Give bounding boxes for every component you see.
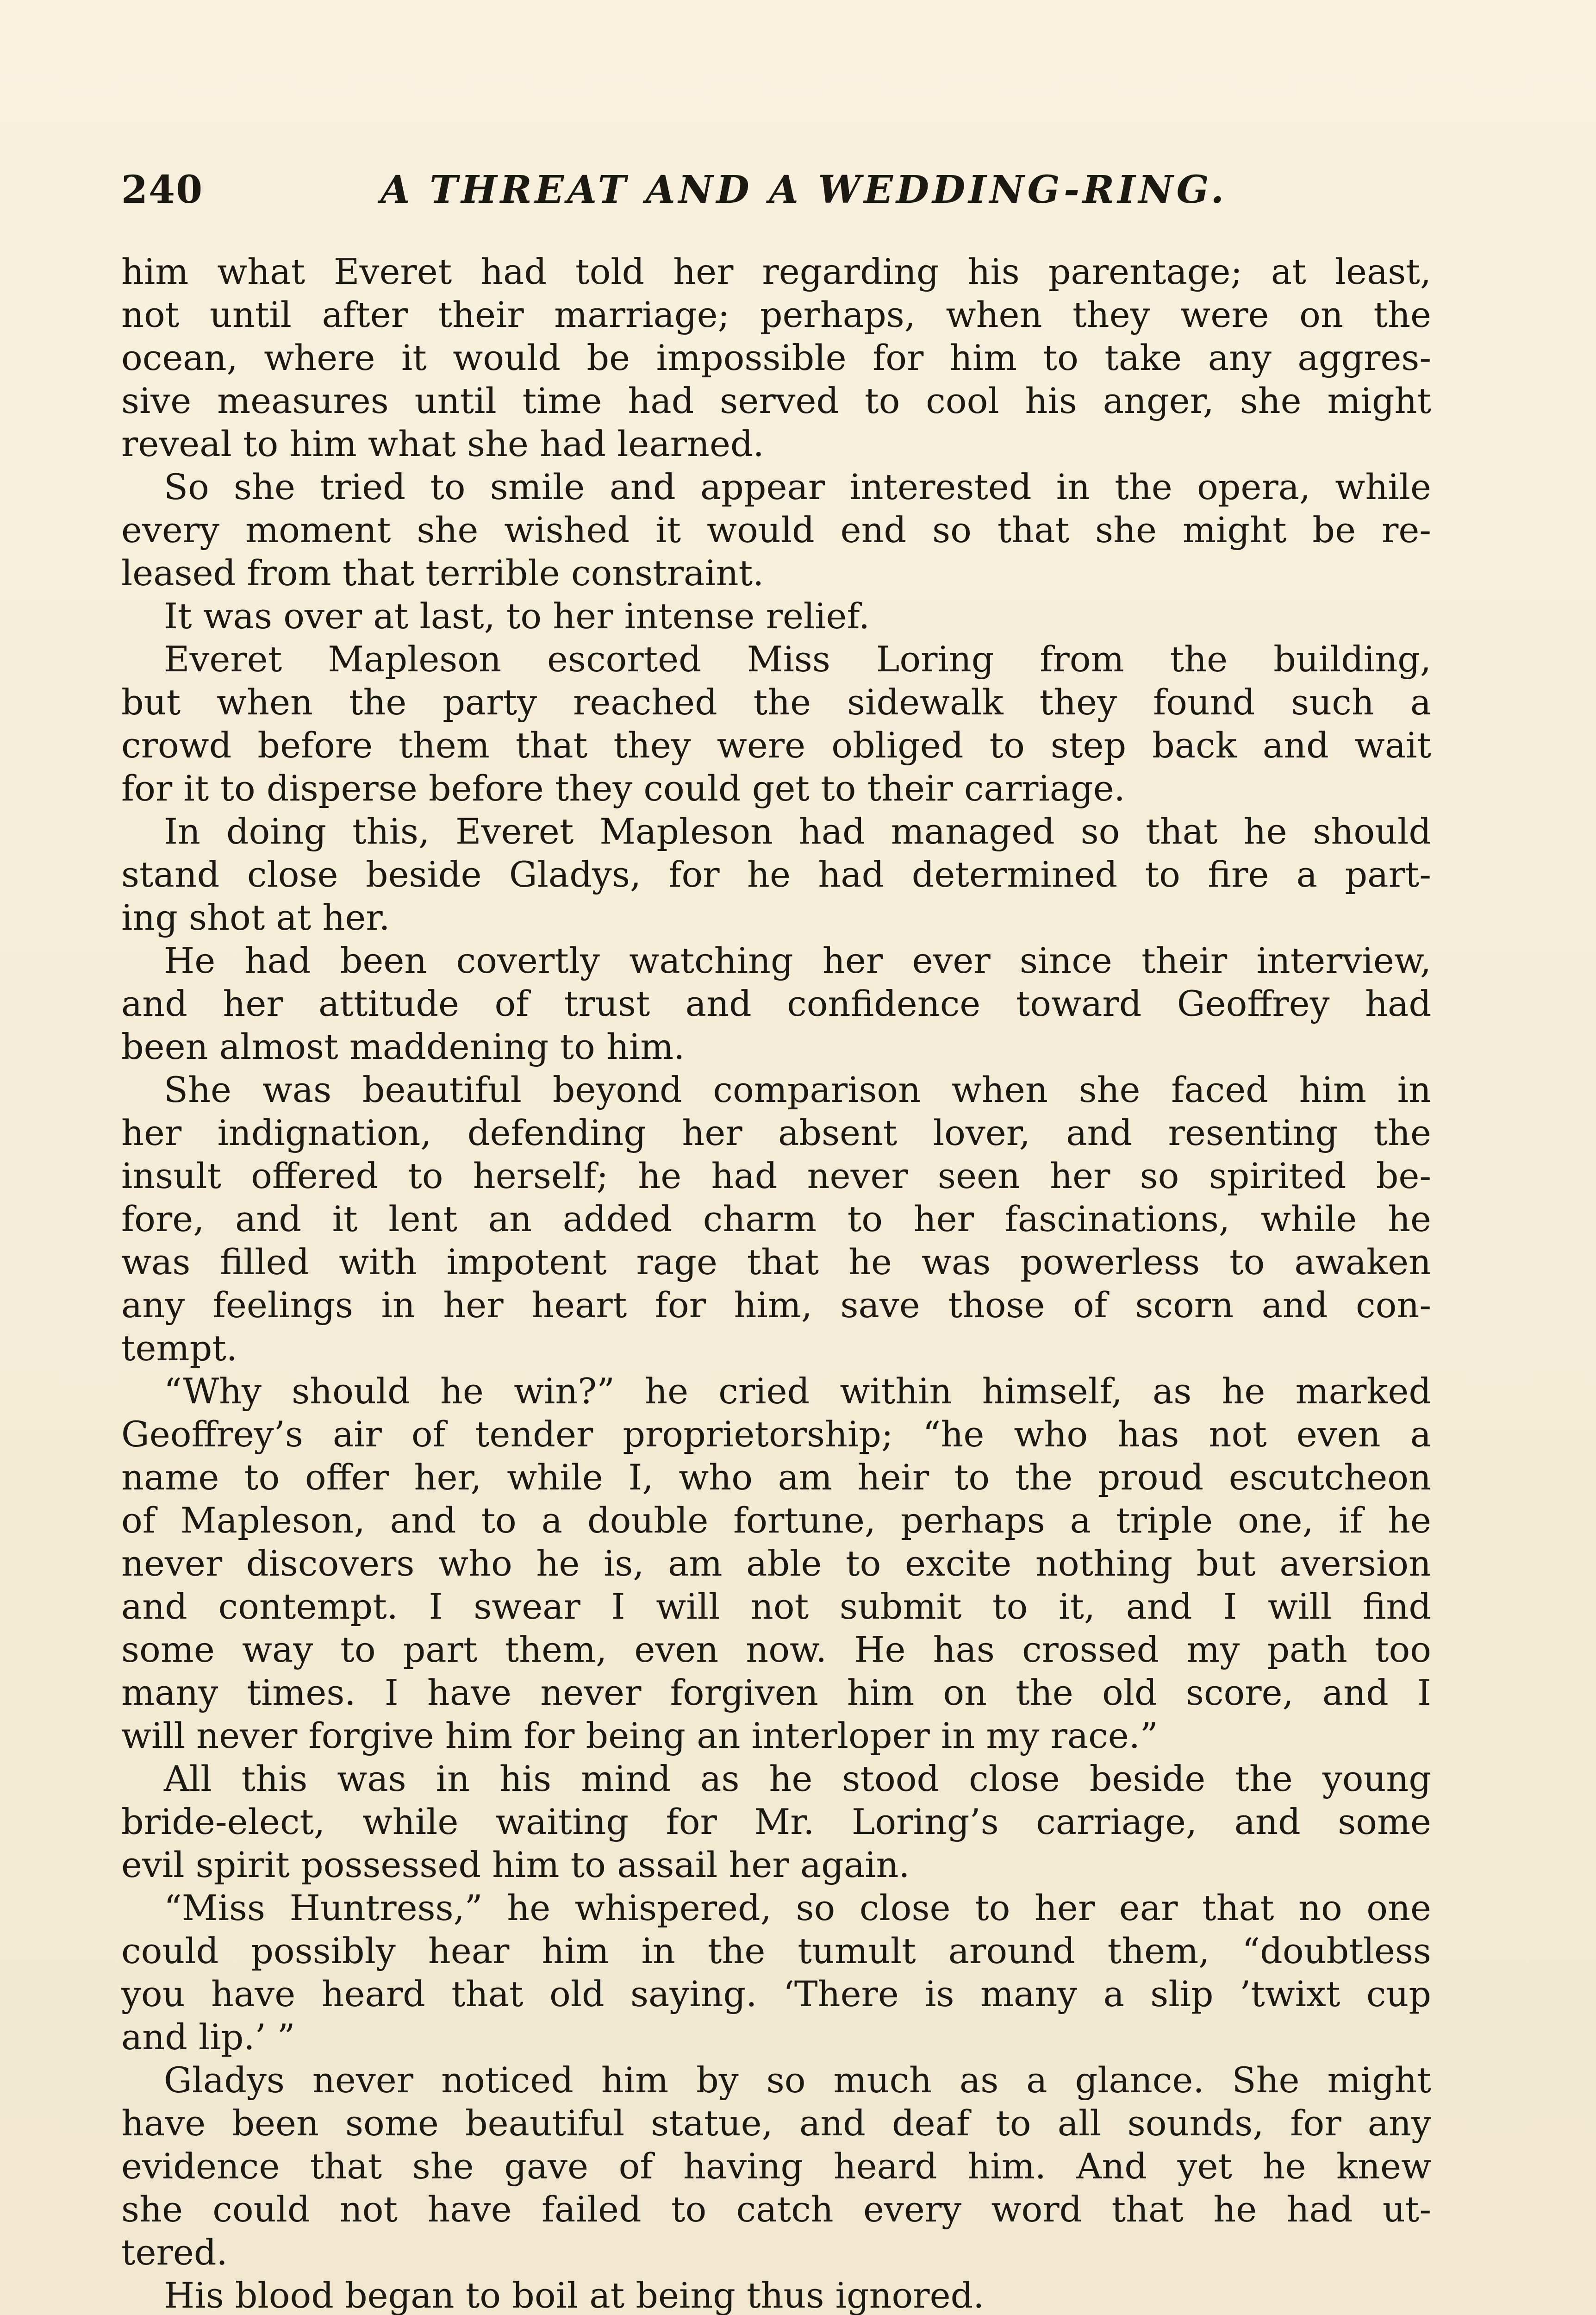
- text-line: many times. I have never forgiven him on the old score, and I: [121, 1672, 1431, 1713]
- text-line: ing shot at her.: [121, 897, 390, 938]
- text-line: will never forgive him for being an interloper in my race.”: [121, 1715, 1158, 1756]
- text-line: him what Everet had told her regarding his parentage; at least,: [121, 251, 1431, 292]
- text-line: and her attitude of trust and confidence toward Geoffrey had: [121, 983, 1431, 1024]
- text-line: evil spirit possessed him to assail her again.: [121, 1844, 910, 1885]
- text-line: All this was in his mind as he stood close beside the young: [164, 1758, 1431, 1799]
- body-text: [121, 250, 1431, 2315]
- text-line: sive measures until time had served to cool his anger, she might: [121, 380, 1431, 421]
- text-line: tempt.: [121, 1327, 237, 1369]
- text-line: crowd before them that they were obliged to step back and wait: [121, 725, 1431, 766]
- text-line: for it to disperse before they could get to their carriage.: [121, 768, 1125, 809]
- text-line: never discovers who he is, am able to excite nothing but aversion: [121, 1543, 1431, 1584]
- text-line: It was over at last, to her intense relief.: [164, 595, 870, 637]
- text-line: fore, and it lent an added charm to her fascinations, while he: [121, 1198, 1431, 1239]
- text-line: tered.: [121, 2232, 228, 2273]
- text-line: ocean, where it would be impossible for him to take any aggres-: [121, 337, 1431, 378]
- text-line: His blood began to boil at being thus ignored.: [164, 2275, 985, 2315]
- text-line: have been some beautiful statue, and deaf to all sounds, for any: [121, 2102, 1431, 2144]
- text-line: bride-elect, while waiting for Mr. Loring’s carriage, and some: [121, 1801, 1431, 1842]
- text-line: Gladys never noticed him by so much as a glance. She might: [164, 2059, 1431, 2101]
- text-line: not until after their marriage; perhaps, when they were on the: [121, 294, 1431, 335]
- text-line: her indignation, defending her absent lover, and resenting the: [121, 1112, 1431, 1153]
- text-line: leased from that terrible constraint.: [121, 552, 764, 594]
- text-line: name to offer her, while I, who am heir to the proud escutcheon: [121, 1457, 1431, 1498]
- text-line: In doing this, Everet Mapleson had managed so that he should: [164, 811, 1431, 852]
- text-line: Everet Mapleson escorted Miss Loring from the building,: [164, 638, 1431, 680]
- running-title: A THREAT AND A WEDDING-RING.: [380, 168, 1228, 212]
- text-line: been almost maddening to him.: [121, 1026, 685, 1067]
- text-line: and contempt. I swear I will not submit to it, and I will find: [121, 1586, 1431, 1627]
- text-line: reveal to him what she had learned.: [121, 423, 764, 464]
- text-line: every moment she wished it would end so that she might be re-: [121, 509, 1431, 551]
- text-line: stand close beside Gladys, for he had determined to fire a part-: [121, 854, 1431, 895]
- text-line: any feelings in her heart for him, save those of scorn and con-: [121, 1284, 1431, 1326]
- text-line: She was beautiful beyond comparison when she faced him in: [164, 1069, 1431, 1110]
- text-line: she could not have failed to catch every word that he had ut-: [121, 2189, 1431, 2230]
- text-line: but when the party reached the sidewalk they found such a: [121, 682, 1431, 723]
- text-line: “Miss Huntress,” he whispered, so close to her ear that no one: [164, 1887, 1431, 1928]
- page-number: 240: [121, 168, 204, 212]
- text-line: insult offered to herself; he had never seen her so spirited be-: [121, 1155, 1431, 1196]
- text-line: some way to part them, even now. He has crossed my path too: [121, 1629, 1431, 1670]
- text-line: “Why should he win?” he cried within himself, as he marked: [164, 1370, 1431, 1412]
- text-line: So she tried to smile and appear interested in the opera, while: [164, 466, 1431, 507]
- text-line: evidence that she gave of having heard him. And yet he knew: [121, 2146, 1431, 2187]
- text-line: and lip.’ ”: [121, 2016, 295, 2058]
- text-line: you have heard that old saying. ‘There is many a slip ’twixt cup: [121, 1973, 1431, 2015]
- text-line: was filled with impotent rage that he was powerless to awaken: [121, 1241, 1431, 1283]
- text-line: He had been covertly watching her ever since their interview,: [164, 940, 1431, 981]
- text-line: of Mapleson, and to a double fortune, perhaps a triple one, if he: [121, 1500, 1431, 1541]
- text-line: could possibly hear him in the tumult around them, “doubtless: [121, 1930, 1431, 1971]
- running-head: [121, 162, 1431, 218]
- text-line: Geoffrey’s air of tender proprietorship; “he who has not even a: [121, 1414, 1431, 1455]
